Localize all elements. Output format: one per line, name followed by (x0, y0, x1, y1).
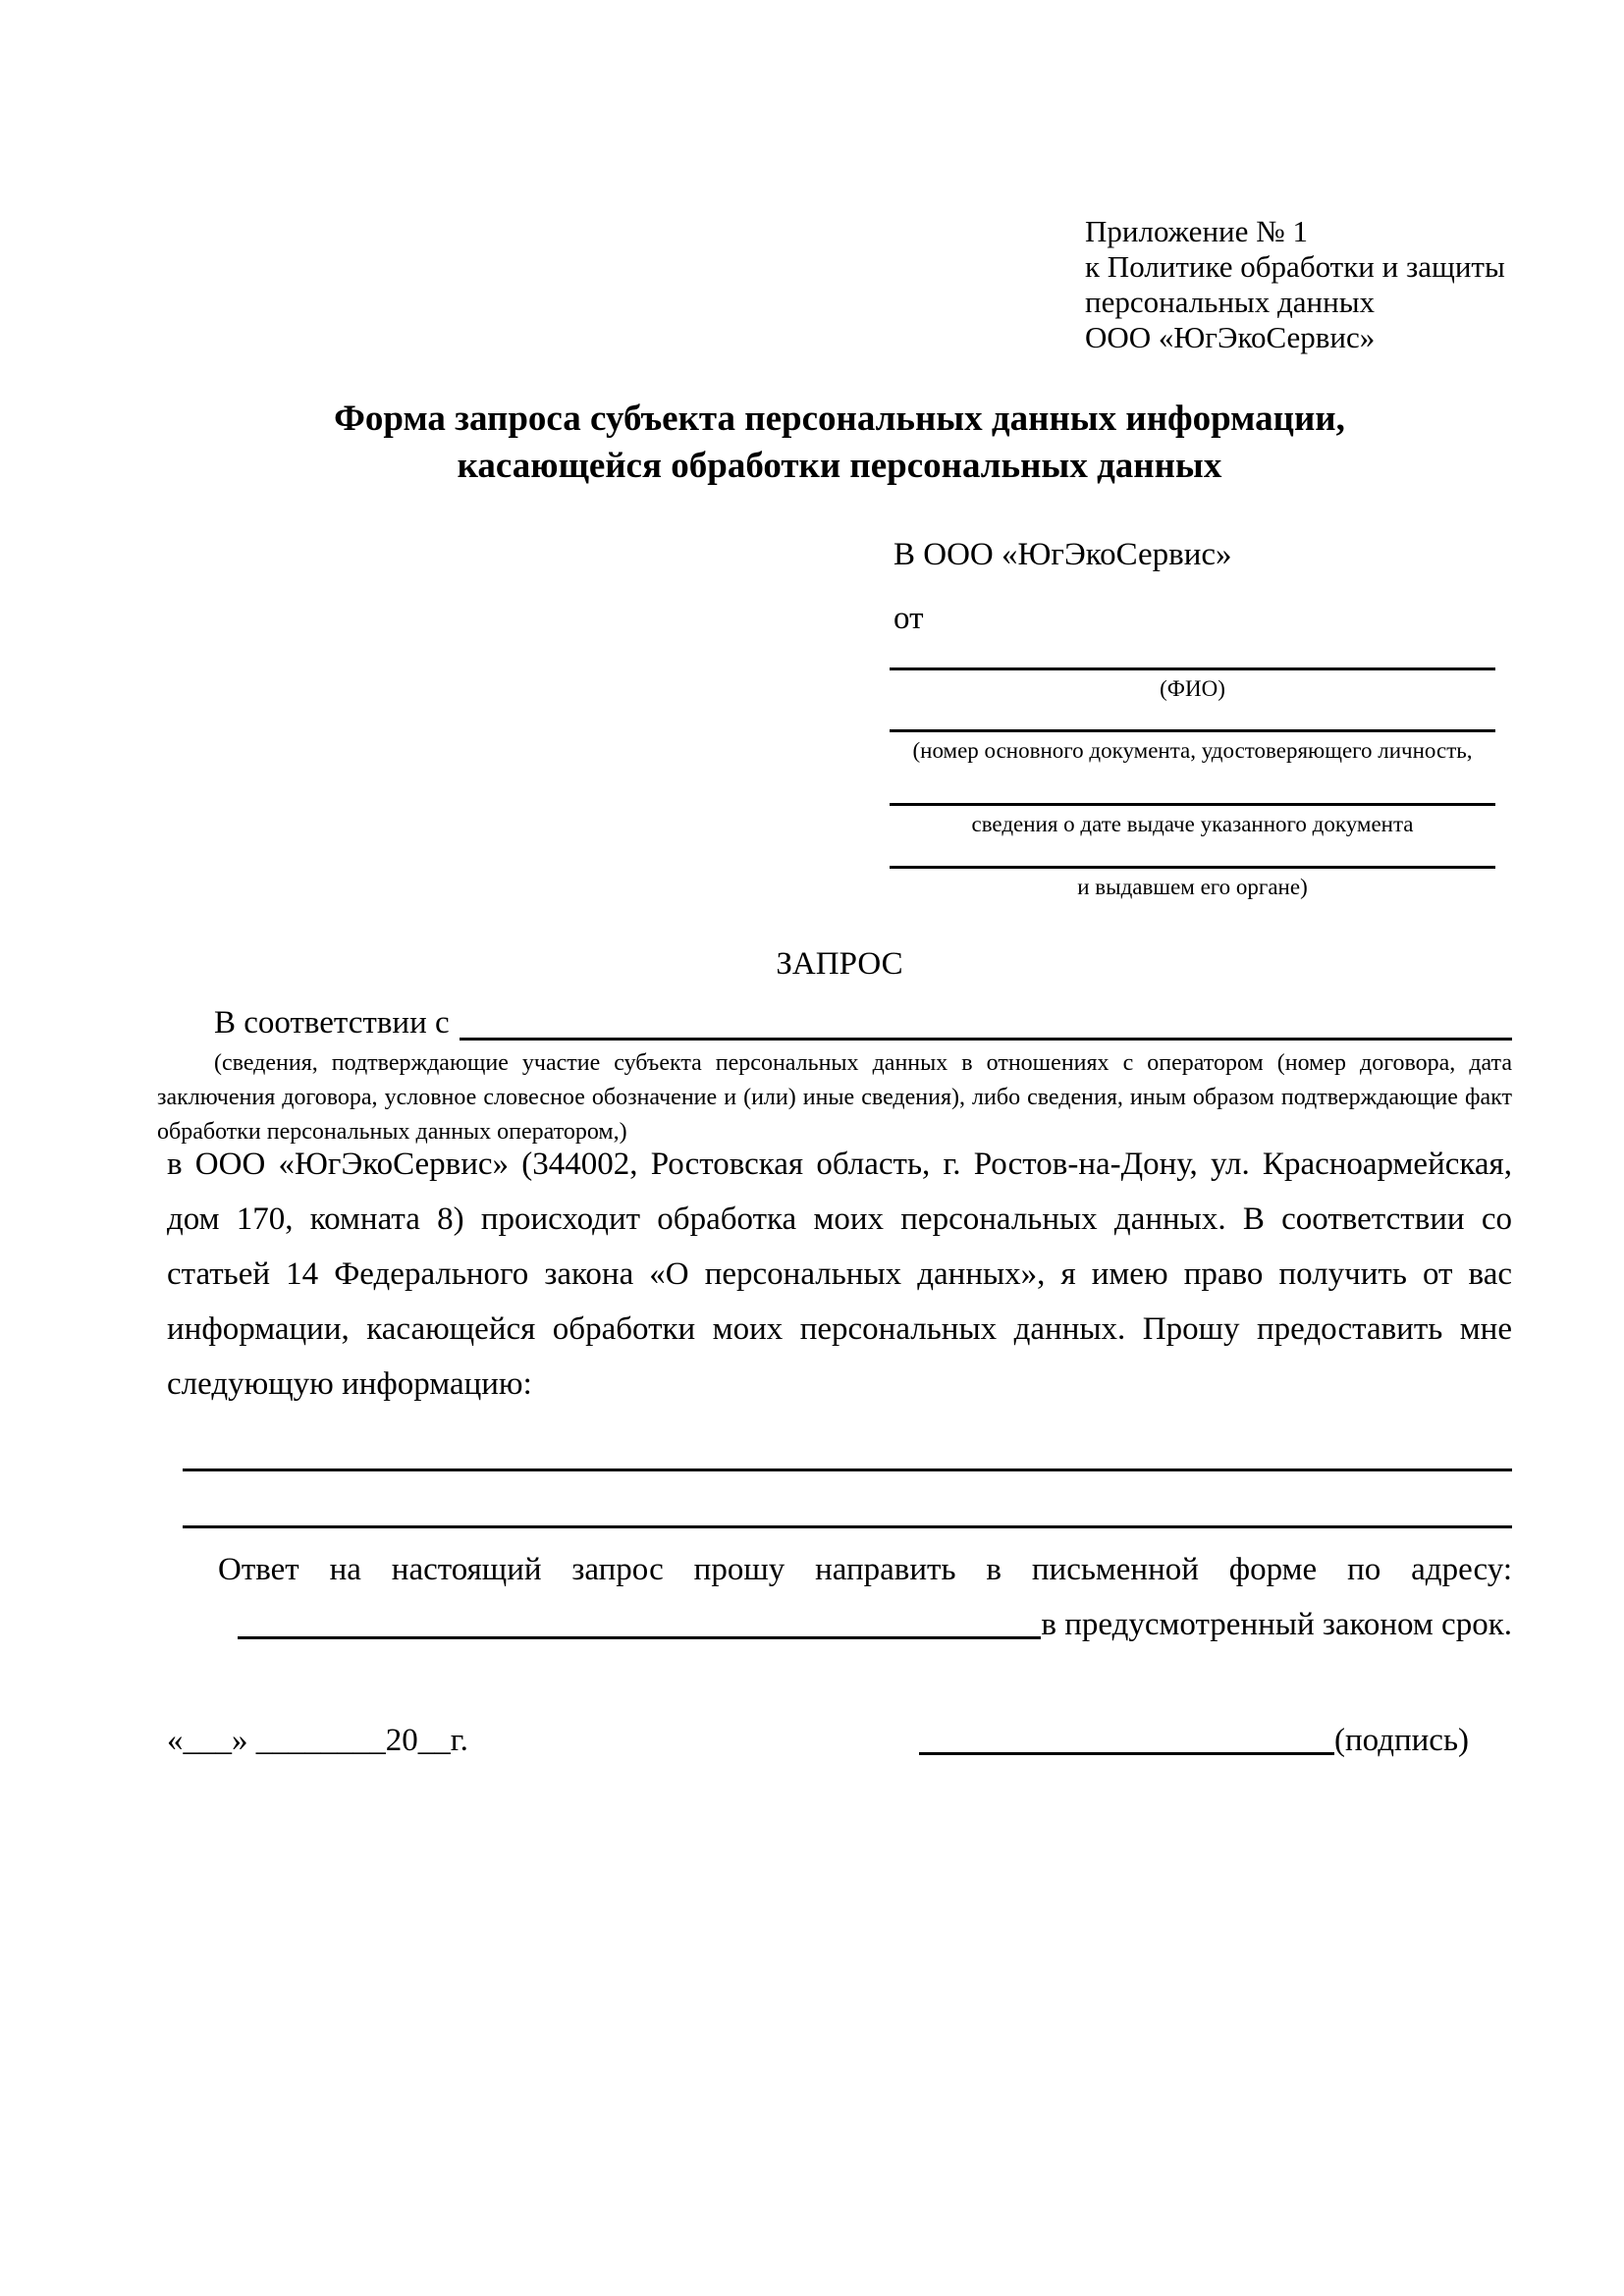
issue-date-field-caption: сведения о дате выдаче указанного документа (971, 812, 1414, 836)
issue-date-blank-line (890, 803, 1495, 806)
request-body-paragraph: в ООО «ЮгЭкоСервис» (344002, Ростовская область, г. Ростов-на-Дону, ул. Красноармейская, дом 170, комната 8) происходит обработка моих персональных данных. В соответствии со статьей 14 Федерального закона «О персональных данных», я имею право получить от вас информации, касающейся обработки моих персональных данных. Прошу предоставить мне следующую информацию: (167, 1147, 1512, 1402)
document-number-field-caption: (номер основного документа, удостоверяющего личность, (912, 738, 1473, 763)
appendix-header-line: к Политике обработки и защиты (1085, 249, 1505, 284)
fio-field-caption: (ФИО) (1160, 676, 1225, 701)
document-number-blank-line (890, 729, 1495, 732)
address-blank-line (238, 1604, 1041, 1639)
date-blank-line: «___» ________20__г. (167, 1723, 468, 1758)
document-title-line: касающейся обработки персональных данных (457, 446, 1222, 486)
signature-caption: (подпись) (1334, 1723, 1469, 1758)
appendix-header-line: ООО «ЮгЭкоСервис» (1085, 320, 1376, 354)
information-blank-line-2 (183, 1525, 1512, 1528)
intro-prefix: В соответствии с (214, 1005, 450, 1041)
signature-blank-line (919, 1720, 1334, 1755)
signature-row (919, 1720, 1469, 1761)
appendix-header-line: Приложение № 1 (1085, 214, 1308, 248)
document-title-line: Форма запроса субъекта персональных данных информации, (334, 399, 1345, 439)
address-row (238, 1604, 1512, 1645)
request-heading: ЗАПРОС (776, 946, 903, 982)
appendix-header-line: персональных данных (1085, 285, 1376, 319)
fine-print-note: (сведения, подтверждающие участие субъекта персональных данных в отношениях с оператором (номер договора, дата заключения договора, условное словесное обозначение и (или) иные сведения), либо сведения, иным образом подтверждающие факт обработки персональных данных оператором,) (157, 1050, 1512, 1145)
basis-blank-line (460, 1003, 1512, 1041)
addressee-from-label: от (893, 601, 924, 636)
information-blank-line-1 (183, 1468, 1512, 1471)
document-title (167, 396, 1512, 490)
reply-suffix: в предусмотренный законом срок. (1041, 1607, 1512, 1642)
appendix-header (1085, 214, 1517, 355)
fio-blank-line (890, 667, 1495, 670)
issuing-authority-blank-line (890, 866, 1495, 869)
addressee-to: В ООО «ЮгЭкоСервис» (893, 537, 1232, 572)
intro-row (167, 1003, 1512, 1042)
issuing-authority-field-caption: и выдавшем его органе) (1077, 875, 1308, 899)
reply-instruction: Ответ на настоящий запрос прошу направить в письменной форме по адресу: (218, 1552, 1512, 1587)
